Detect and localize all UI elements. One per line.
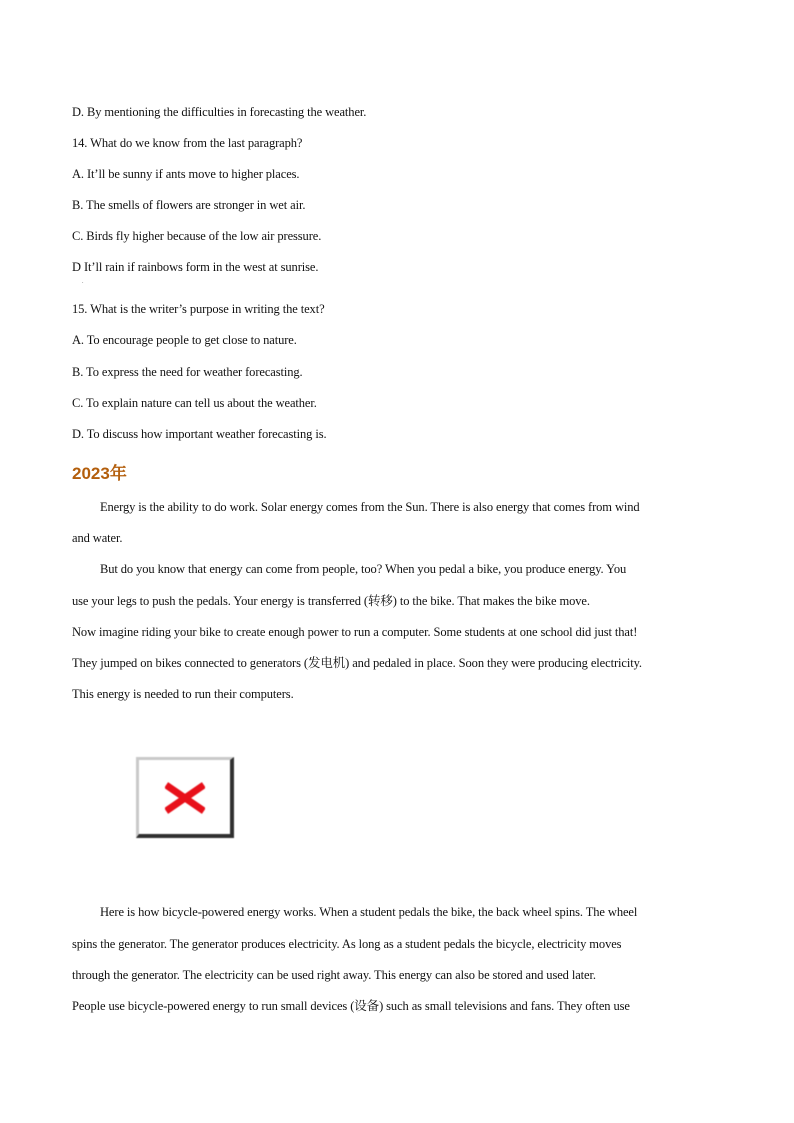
passage-line: This energy is needed to run their computers. xyxy=(72,687,294,701)
q14-option-c: C. Birds fly higher because of the low air pressure. xyxy=(72,229,322,243)
q15-option-c: C. To explain nature can tell us about the weather. xyxy=(72,396,317,410)
passage-line: Energy is the ability to do work. Solar energy comes from the Sun. There is also energy that comes from wind xyxy=(100,500,640,514)
passage-line: use your legs to push the pedals. Your energy is transferred (转移) to the bike. That makes the bike move. xyxy=(72,594,590,608)
passage-line: spins the generator. The generator produces electricity. As long as a student pedals the bicycle, electricity moves xyxy=(72,937,622,951)
q15-option-b: B. To express the need for weather forecasting. xyxy=(72,365,303,379)
punctuation-dot: . xyxy=(82,279,84,285)
passage-line: and water. xyxy=(72,531,123,545)
red-x-icon xyxy=(165,781,205,815)
q13-option-d: D. By mentioning the difficulties in forecasting the weather. xyxy=(72,105,367,119)
q15-stem: 15. What is the writer’s purpose in writing the text? xyxy=(72,302,325,316)
q14-option-b: B. The smells of flowers are stronger in wet air. xyxy=(72,198,306,212)
passage-line: through the generator. The electricity can be used right away. This energy can also be stored and used later. xyxy=(72,968,596,982)
passage-line: But do you know that energy can come from people, too? When you pedal a bike, you produce energy. You xyxy=(100,562,627,576)
passage-line: Now imagine riding your bike to create enough power to run a computer. Some students at one school did just that! xyxy=(72,625,638,639)
q15-option-a: A. To encourage people to get close to nature. xyxy=(72,333,297,347)
broken-image-icon xyxy=(136,757,234,838)
passage-line: They jumped on bikes connected to generators (发电机) and pedaled in place. Soon they were producing electricity. xyxy=(72,656,642,670)
section-heading: 2023年 xyxy=(72,464,127,483)
q14-option-d: D It’ll rain if rainbows form in the west at sunrise. xyxy=(72,260,319,274)
q15-option-d: D. To discuss how important weather forecasting is. xyxy=(72,427,327,441)
passage-line: People use bicycle-powered energy to run small devices (设备) such as small televisions and fans. They often use xyxy=(72,999,630,1013)
passage-line: Here is how bicycle-powered energy works. When a student pedals the bike, the back wheel spins. The wheel xyxy=(100,905,638,919)
q14-stem: 14. What do we know from the last paragraph? xyxy=(72,136,303,150)
q14-option-a: A. It’ll be sunny if ants move to higher places. xyxy=(72,167,300,181)
